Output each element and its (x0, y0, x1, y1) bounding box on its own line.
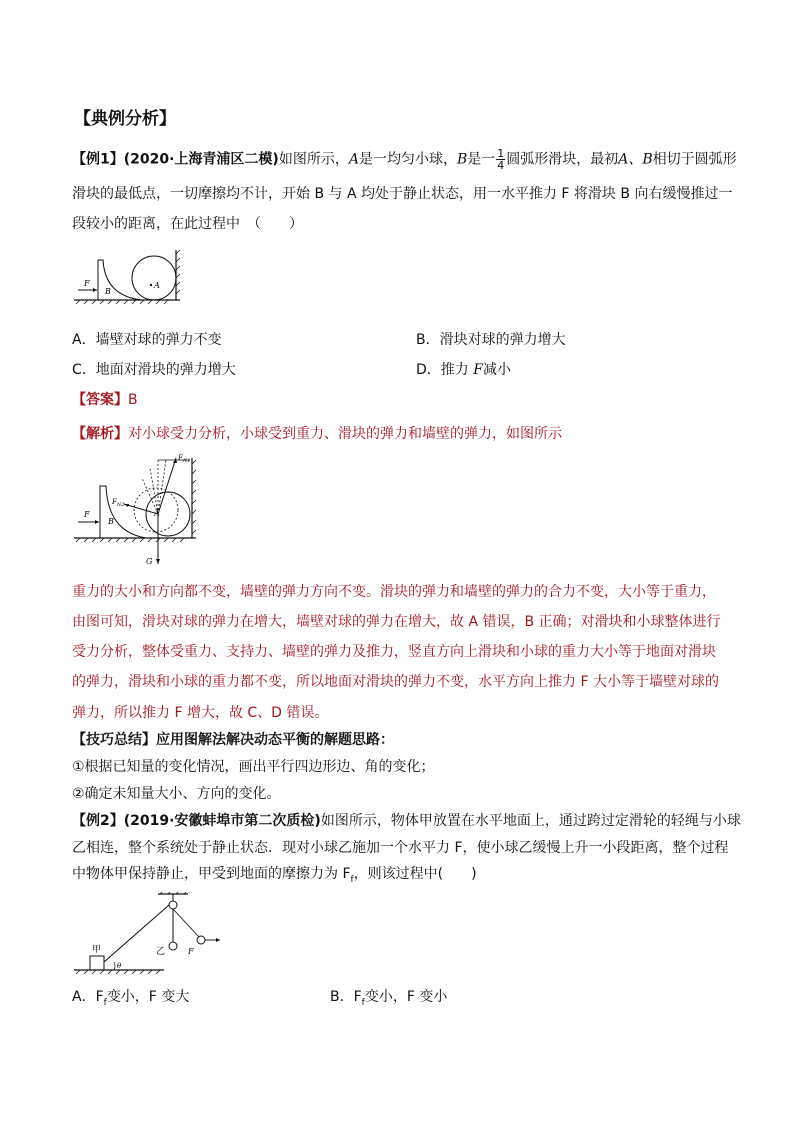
subscript-f: f (103, 997, 107, 1008)
figure-force-analysis (72, 450, 202, 568)
example1-tag: 【例1】 (72, 151, 124, 168)
fig2-label-a: A (154, 509, 160, 518)
example1-text: 如图所示， (278, 151, 349, 168)
example2-line3 (72, 864, 732, 890)
example1-line3: 段较小的距离，在此过程中 （ ） (72, 216, 303, 232)
example1-text: 是一 (467, 151, 496, 168)
fig2-label-fn2: $F_{N2}$ (112, 498, 125, 508)
fig2-label-b: B (108, 517, 114, 526)
example1-text: 相切于圆弧形 (652, 151, 737, 168)
option-b: B．滑块对球的弹力增大 (416, 332, 566, 348)
option-d-prefix: D．推力 (416, 362, 474, 378)
example2-tag: 【例2】 (72, 813, 124, 829)
option-c: C．地面对滑块的弹力增大 (72, 362, 236, 378)
answer-label: 【答案】 (72, 392, 128, 408)
example1-text: 是一均匀小球， (358, 151, 457, 168)
example2-line2: 乙相连，整个系统处于静止状态．现对小球乙施加一个水平力 F，使小球乙缓慢上升一小段距离，整个过程 (72, 840, 729, 856)
option-a: A．墙壁对球的弹力不变 (72, 332, 222, 348)
subscript-f: f (361, 997, 365, 1008)
example1-text: 圆弧形滑块，最初 (506, 151, 619, 168)
answer-line (72, 390, 732, 410)
analysis-line5: 的弹力，滑块和小球的重力都不变，所以地面对滑块的弹力不变，水平方向上推力 F 大小等于墙壁对球的 (72, 674, 719, 690)
analysis-line2: 重力的大小和方向都不变，墙壁的弹力方向不变。滑块的弹力和墙壁的弹力的合力不变，大小等于重力， (72, 584, 716, 600)
fraction-quarter (496, 148, 505, 171)
analysis-line6: 弹力，所以推力 F 增大，故 C、D 错误。 (72, 705, 329, 721)
option-b-suffix: 变小，F 变小 (364, 989, 448, 1005)
example2-text: 如图所示，物体甲放置在水平地面上，通过跨过定滑轮的轻绳与小球 (320, 813, 741, 829)
example2-option-a (72, 987, 189, 1013)
section-title: 【典例分析】 (74, 109, 176, 129)
tips-item-2: ②确定未知量大小、方向的变化。 (72, 786, 281, 802)
fig2-label-f: F (84, 510, 90, 519)
example1-source: (2020·上海青浦区二模) (123, 151, 279, 168)
option-d (416, 360, 511, 380)
figure-pulley (72, 892, 232, 974)
tips-item-1: ①根据已知量的变化情况，画出平行四边形边、角的变化； (72, 759, 435, 775)
frac-denominator: 4 (497, 159, 505, 172)
option-d-var: F (473, 362, 483, 378)
example2-option-b (330, 987, 447, 1013)
example1-line1 (72, 147, 737, 172)
example1-line2: 滑块的最低点，一切摩擦均不计，开始 B 与 A 均处于静止状态，用一水平推力 F 将滑块 B 向右缓慢推过一 (72, 186, 733, 202)
fig1-label-a: A (154, 281, 160, 290)
figure-slider-ball (72, 246, 184, 306)
fig3-label-theta: θ (117, 962, 122, 970)
analysis-line1 (72, 424, 732, 444)
var-b: B (456, 151, 468, 168)
fig1-label-b: B (105, 287, 111, 296)
analysis-line4: 受力分析，整体受重力、支持力、墙壁的弹力及推力，竖直方向上滑块和小球的重力大小等于地面对滑块 (72, 644, 716, 660)
answer-value: B (128, 392, 138, 408)
analysis-first: 对小球受力分析，小球受到重力、滑块的弹力和墙壁的弹力，如图所示 (128, 426, 562, 442)
subscript-f: f (350, 874, 354, 885)
fig2-label-fn1: $F_{N1}$ (178, 454, 191, 464)
analysis-line3: 由图可知，滑块对球的弹力在增大，墙壁对球的弹力在增大，故 A 错误，B 正确；对滑块和小球整体进行 (72, 614, 721, 630)
tips-title: 应用图解法解决动态平衡的解题思路： (156, 732, 394, 748)
frac-numerator: 1 (497, 147, 505, 160)
example2-text: ，则该过程中( ) (353, 866, 477, 882)
example2-text: 中物体甲保持静止，甲受到地面的摩擦力为 F (72, 866, 351, 882)
fig2-label-g: G (146, 557, 153, 566)
var-a: A (348, 151, 359, 168)
option-a-suffix: 变小，F 变大 (106, 989, 190, 1005)
option-d-suffix: 减小 (482, 362, 511, 378)
example2-source: (2019·安徽蚌埠市第二次质检) (123, 813, 321, 829)
fig3-label-f: F (188, 947, 194, 956)
var-ab: A、B (618, 151, 653, 168)
tips-label: 【技巧总结】 (72, 732, 156, 748)
tips-heading (72, 730, 732, 750)
fig1-label-f: F (84, 279, 90, 288)
fig3-label-jia: 甲 (92, 945, 102, 955)
fig3-label-yi: 乙 (156, 947, 166, 957)
option-a-prefix: A．F (72, 989, 104, 1005)
analysis-label: 【解析】 (72, 426, 128, 442)
option-b-prefix: B．F (330, 989, 362, 1005)
example2-line1 (72, 811, 741, 831)
